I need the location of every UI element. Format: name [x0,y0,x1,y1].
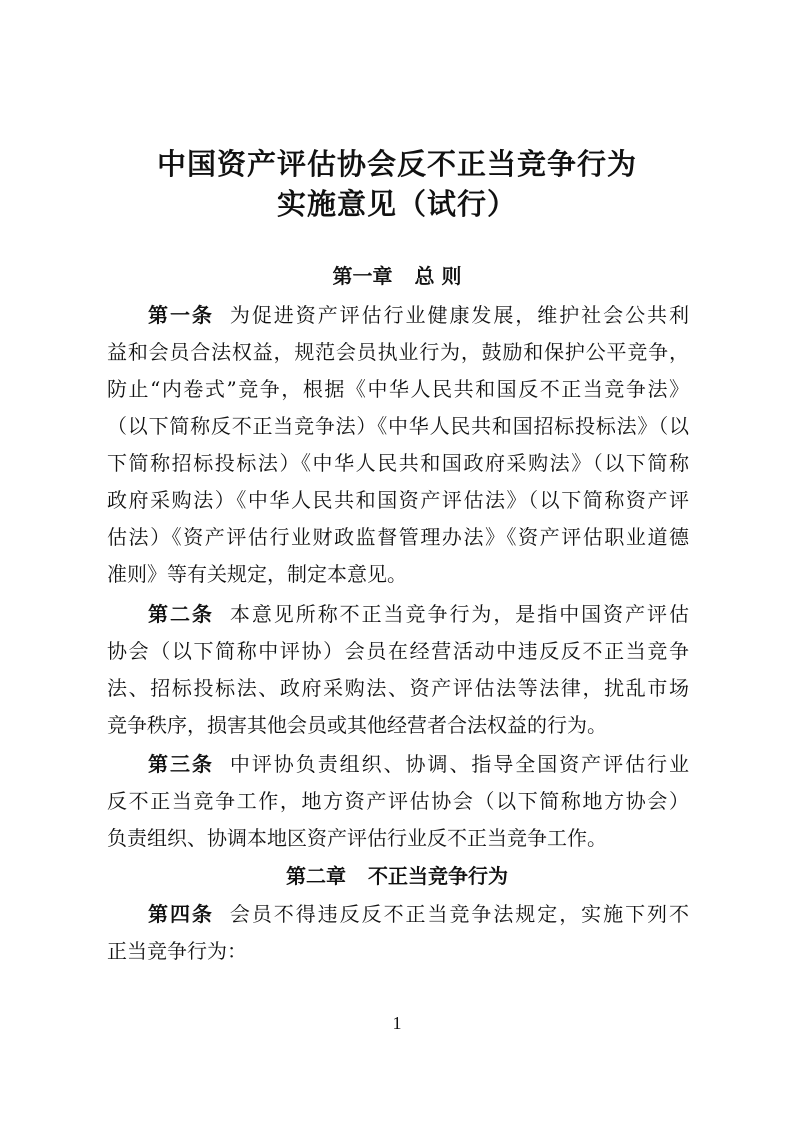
article-4-label: 第四条 [148,902,214,926]
article-2-label: 第二条 [148,602,214,626]
article-1-line-3: 防止“内卷式”竞争，根据《中华人民共和国反不正当竞争法》 [107,377,689,401]
article-1-line-1: 第一条 为促进资产评估行业健康发展，维护社会公共利 [148,303,690,327]
chapter-1-name: 总 则 [414,264,462,288]
chapter-2-number: 第二章 [286,864,346,888]
article-3-line-3: 负责组织、协调本地区资产评估行业反不正当竞争工作。 [107,826,607,850]
document-title-line-2: 实施意见（试行） [276,187,517,221]
article-2-line-2: 协会（以下简称中评协）会员在经营活动中违反反不正当竞争 [107,639,689,663]
article-3-line-2: 反不正当竞争工作，地方资产评估协会（以下简称地方协会） [107,789,689,813]
article-2-line-4: 竞争秩序，损害其他会员或其他经营者合法权益的行为。 [107,713,607,737]
article-2-line-1: 第二条 本意见所称不正当竞争行为，是指中国资产评估 [148,602,690,626]
article-1-line-7: 估法）《资产评估行业财政监督管理办法》《资产评估职业道德 [107,525,689,549]
article-1-line-5: 下简称招标投标法）《中华人民共和国政府采购法》（以下简称 [107,451,689,475]
chapter-1-heading [0,262,794,290]
article-1-line-8: 准则》等有关规定，制定本意见。 [107,562,407,586]
article-1-label: 第一条 [148,303,214,327]
article-2-line-3: 法、招标投标法、政府采购法、资产评估法等法律，扰乱市场 [107,676,689,700]
document-title-line-1: 中国资产评估协会反不正当竞争行为 [156,147,637,181]
page-number: 1 [392,1013,402,1033]
article-4-line-2: 正当竞争行为： [107,939,247,963]
article-1-line-4: （以下简称反不正当竞争法）《中华人民共和国招标投标法》（以 [107,414,689,438]
chapter-2-heading [0,862,794,890]
article-4-line-1: 第四条 会员不得违反反不正当竞争法规定，实施下列不 [148,902,690,926]
article-1-line-6: 政府采购法）《中华人民共和国资产评估法》（以下简称资产评 [107,488,689,512]
article-1-line-2: 益和会员合法权益，规范会员执业行为，鼓励和保护公平竞争， [107,340,689,364]
article-3-line-1: 第三条 中评协负责组织、协调、指导全国资产评估行业 [148,752,690,776]
article-3-label: 第三条 [148,752,214,776]
chapter-1-number: 第一章 [332,264,393,288]
chapter-2-name: 不正当竞争行为 [368,864,508,888]
